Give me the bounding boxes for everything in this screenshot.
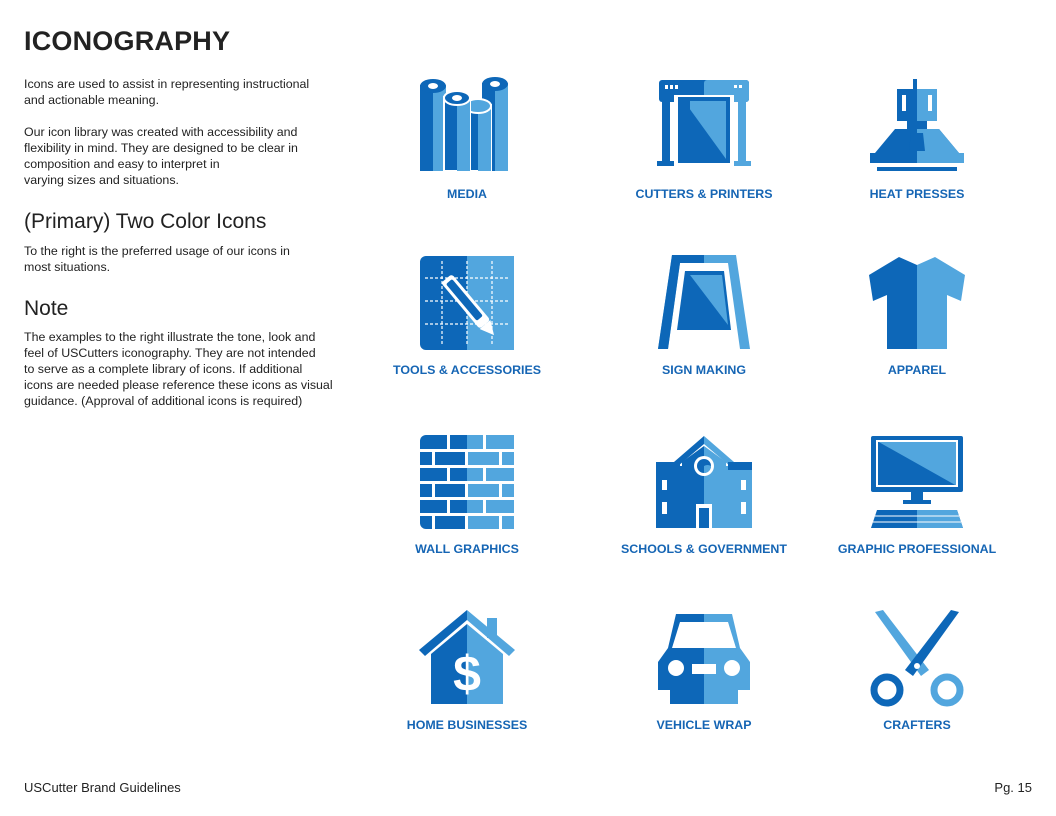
school-building-icon — [654, 432, 754, 532]
svg-text:$: $ — [453, 646, 481, 702]
icon-label-apparel: APPAREL — [887, 363, 947, 377]
scissors-icon — [867, 608, 967, 708]
car-icon — [654, 608, 754, 708]
icon-label-crafters: CRAFTERS — [883, 718, 951, 732]
section-text-note: The examples to the right illustrate the tone, look and feel of USCutters iconography. They are not intended to serve as a complete library of icons. If additional icons are needed please reference these icons as visual guidance. (Approval of additional icons is required) — [24, 330, 333, 408]
icon-label-heat-presses: HEAT PRESSES — [869, 187, 965, 201]
desktop-computer-icon — [867, 432, 967, 532]
icon-label-media: MEDIA — [447, 187, 487, 201]
icon-label-cutters-printers: CUTTERS & PRINTERS — [635, 187, 773, 201]
icon-label-sign-making: SIGN MAKING — [662, 363, 746, 377]
section-heading-note: Note — [24, 297, 69, 320]
house-dollar-icon — [417, 608, 517, 708]
cutting-mat-knife-icon — [417, 253, 517, 353]
media-rolls-icon — [417, 77, 517, 177]
icon-label-wall-graphics: WALL GRAPHICS — [415, 542, 519, 556]
icon-label-home-businesses: HOME BUSINESSES — [406, 718, 528, 732]
intro-paragraph-1: Icons are used to assist in representing instructional and actionable meaning. — [24, 77, 310, 107]
icon-label-tools-accessories: TOOLS & ACCESSORIES — [392, 363, 542, 377]
heat-press-icon — [867, 77, 967, 177]
page-title: ICONOGRAPHY — [24, 26, 231, 56]
icon-label-graphic-professional: GRAPHIC PROFESSIONAL — [837, 542, 997, 556]
tshirt-icon — [867, 253, 967, 353]
footer-page-number: Pg. 15 — [994, 780, 1032, 795]
icon-label-schools-government: SCHOOLS & GOVERNMENT — [621, 542, 787, 556]
brick-wall-icon — [417, 432, 517, 532]
footer-brand-guidelines: USCutter Brand Guidelines — [24, 780, 181, 795]
icon-label-vehicle-wrap: VEHICLE WRAP — [656, 718, 752, 732]
printer-icon — [654, 77, 754, 177]
intro-paragraph-2: Our icon library was created with accessibility and flexibility in mind. They are designed to be clear in composition and easy to interpret in varying sizes and situations. — [24, 125, 298, 187]
section-text-two-color: To the right is the preferred usage of our icons in most situations. — [24, 244, 290, 274]
section-heading-two-color: (Primary) Two Color Icons — [24, 210, 267, 233]
a-frame-sign-icon — [654, 253, 754, 353]
